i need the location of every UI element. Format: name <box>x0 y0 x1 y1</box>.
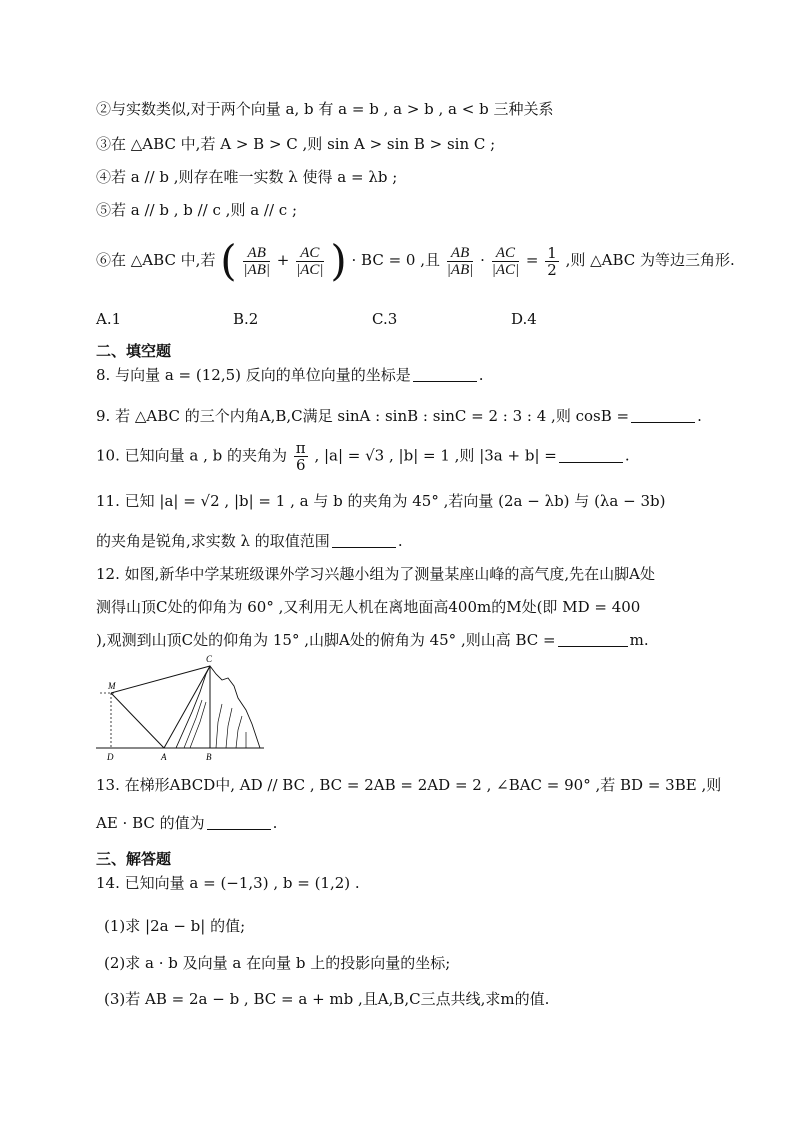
question-14-part-2: (2)求 a · b 及向量 a 在向量 b 上的投影向量的坐标; <box>104 954 451 972</box>
question-13-line-1: 13. 在梯形ABCD中, AD // BC , BC = 2AB = 2AD = 2 , ∠BAC = 90° ,若 BD = 3BE ,则 <box>96 776 722 794</box>
question-13-text: AE · BC 的值为 <box>96 814 205 832</box>
question-8-end: . <box>478 366 484 384</box>
statement-4: ④若 a // b ,则存在唯一实数 λ 使得 a = λb ; <box>96 168 398 186</box>
unit-vector-ab-den: |AB| <box>243 261 270 278</box>
unit-vector-ab-num: AB <box>243 245 270 262</box>
equals-sign: = <box>525 251 539 269</box>
question-11-end: . <box>397 532 403 550</box>
unit-vector-ac-den: |AC| <box>296 261 324 278</box>
question-12-line-2: 测得山顶C处的仰角为 60° ,又利用无人机在离地面高400m的M处(即 MD = 400 <box>96 598 641 616</box>
statement-3: ③在 △ABC 中,若 A > B > C ,则 sin A > sin B > sin C ; <box>96 135 496 153</box>
pi-over-six-den: 6 <box>295 456 306 474</box>
option-a: A.1 <box>96 310 122 328</box>
unit-vector-ab-2 <box>447 245 474 278</box>
answer-blank-12[interactable] <box>558 632 628 647</box>
question-12-text: ),观测到山顶C处的仰角为 15° ,山脚A处的俯角为 45° ,则山高 BC = <box>96 631 556 649</box>
unit-vector-ac-2-den: |AC| <box>491 261 520 278</box>
mountain-figure <box>96 652 272 764</box>
ac-line <box>164 666 210 748</box>
unit-vector-ab-2-num: AB <box>447 245 474 262</box>
question-12-end: m. <box>629 631 649 649</box>
answer-blank-9[interactable] <box>631 408 695 423</box>
question-11-text: 的夹角是锐角,求实数 λ 的取值范围 <box>96 532 330 550</box>
answer-blank-8[interactable] <box>413 367 477 382</box>
unit-vector-ac-num: AC <box>296 245 323 262</box>
question-8 <box>96 366 484 384</box>
statement-6-prefix: ⑥在 △ABC 中,若 <box>96 251 216 269</box>
question-10-mid: , |a| = √3 , |b| = 1 ,则 |3a + b| = <box>314 446 557 465</box>
statement-6-mid: · BC = 0 ,且 <box>351 251 440 269</box>
question-13-line-2 <box>96 814 277 832</box>
one-half <box>545 245 559 278</box>
question-12-line-1: 12. 如图,新华中学某班级课外学习兴趣小组为了测量某座山峰的高气度,先在山脚A处 <box>96 565 655 583</box>
unit-vector-ac <box>296 245 323 278</box>
label-a: A <box>161 752 167 762</box>
question-9-end: . <box>697 407 702 425</box>
ma-line <box>111 693 164 748</box>
question-13-end: . <box>272 814 278 832</box>
question-9 <box>96 407 702 425</box>
statement-6 <box>96 236 735 285</box>
option-b: B.2 <box>233 310 259 328</box>
question-10-text: 10. 已知向量 a , b 的夹角为 <box>96 446 288 465</box>
question-9-text: 9. 若 △ABC 的三个内角A,B,C满足 sinA : sinB : sinC = 2 : 3 : 4 ,则 cosB = <box>96 407 630 425</box>
section-solve-title: 三、解答题 <box>96 850 172 868</box>
option-d: D.4 <box>511 310 537 328</box>
label-d: D <box>107 752 114 762</box>
left-paren: ( <box>220 236 237 285</box>
statement-5: ⑤若 a // b , b // c ,则 a // c ; <box>96 201 298 219</box>
dot-sign: · <box>480 251 485 269</box>
question-12-line-3 <box>96 631 649 649</box>
label-b: B <box>206 752 212 762</box>
unit-vector-ac-2-num: AC <box>492 245 519 262</box>
question-11-line-1: 11. 已知 |a| = √2 , |b| = 1 , a 与 b 的夹角为 45° ,若向量 (2a − λb) 与 (λa − 3b) <box>96 492 666 510</box>
question-11-line-2 <box>96 532 403 550</box>
statement-6-suffix: ,则 △ABC 为等边三角形. <box>565 251 735 269</box>
mountain-texture <box>184 700 246 748</box>
question-10-end: . <box>624 446 630 465</box>
answer-blank-11[interactable] <box>332 533 396 548</box>
question-14-stem: 14. 已知向量 a = (−1,3) , b = (1,2) . <box>96 874 360 892</box>
question-14-part-3: (3)若 AB = 2a − b , BC = a + mb ,且A,B,C三点共线,求m的值. <box>104 990 550 1008</box>
option-c: C.3 <box>372 310 398 328</box>
statement-2: ②与实数类似,对于两个向量 a, b 有 a = b , a > b , a < b 三种关系 <box>96 100 554 118</box>
question-14-part-1: (1)求 |2a − b| 的值; <box>104 917 246 935</box>
question-8-text: 8. 与向量 a = (12,5) 反向的单位向量的坐标是 <box>96 366 411 384</box>
unit-vector-ab <box>243 245 270 278</box>
one-half-den: 2 <box>547 260 557 279</box>
pi-over-six-num: π <box>295 439 306 457</box>
label-c: C <box>206 654 213 664</box>
right-paren: ) <box>330 236 347 285</box>
unit-vector-ab-2-den: |AB| <box>446 261 474 278</box>
plus-sign: + <box>276 251 290 269</box>
answer-blank-10[interactable] <box>559 448 623 463</box>
pi-over-six <box>294 440 308 473</box>
label-m: M <box>108 681 116 691</box>
answer-blank-13[interactable] <box>207 815 271 830</box>
one-half-num: 1 <box>547 243 557 262</box>
section-fill-in-title: 二、填空题 <box>96 342 172 360</box>
mc-line <box>111 666 210 693</box>
question-10 <box>96 440 630 473</box>
unit-vector-ac-2 <box>492 245 519 278</box>
